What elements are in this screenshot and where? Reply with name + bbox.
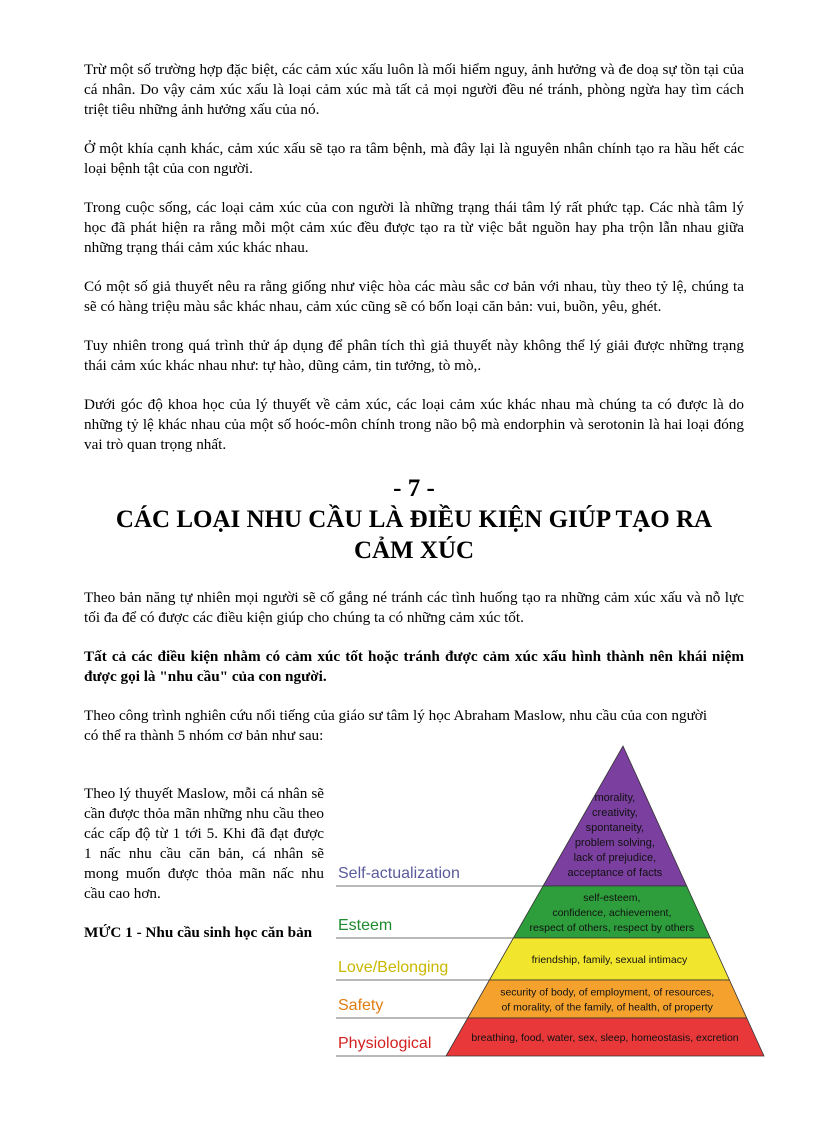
pyramid-svg [336, 744, 768, 1060]
tier-text-self-actualization: problem solving, [574, 837, 655, 849]
tier-text-self-actualization: creativity, [592, 807, 638, 819]
tier-text-esteem: confidence, achievement, [552, 907, 672, 919]
level-name-love-belonging: Love/Belonging [338, 959, 449, 976]
paragraph-5: Tuy nhiên trong quá trình thử áp dụng để phân tích thì giả thuyết này không thể lý giải được những trạng thái cảm xúc khác nhau như: tự hào, dũng cảm, tin tưởng, tò mò,. [84, 337, 744, 374]
tier-text-self-actualization: morality, [594, 792, 636, 804]
document-page [84, 60, 744, 1066]
chapter-title: CÁC LOẠI NHU CẦU LÀ ĐIỀU KIỆN GIÚP TẠO RA CẢM XÚC [115, 506, 713, 564]
level-name-esteem: Esteem [338, 917, 393, 934]
lower-section [84, 726, 744, 1066]
paragraph-1: Trừ một số trường hợp đặc biệt, các cảm xúc xấu luôn là mối hiểm nguy, ảnh hưởng và đe doạ sự tồn tại của cá nhân. Do vậy cảm xúc xấu là loại cảm xúc mà tất cả mọi người đều né tránh, phòng ngừa hay tìm cách triệt tiêu những ảnh hưởng xấu của nó. [84, 61, 744, 118]
paragraph-3: Trong cuộc sống, các loại cảm xúc của con người là những trạng thái tâm lý rất phức tạp. Các nhà tâm lý học đã phát hiện ra rằng mỗi một cảm xúc đều được tạo ra từ việc bắt nguồn hay pha trộn lẫn nhau giữa những trạng thái cảm xúc khác nhau. [84, 199, 744, 256]
tier-text-safety: security of body, of employment, of resources, [500, 986, 715, 999]
chapter-number: - 7 - [393, 475, 435, 502]
tier-text-love-belonging: friendship, family, sexual intimacy [531, 954, 688, 966]
tier-text-esteem: self-esteem, [583, 892, 641, 904]
tier-text-self-actualization: acceptance of facts [567, 867, 663, 879]
level-name-self-actualization: Self-actualization [338, 865, 460, 882]
level-1-heading: MỨC 1 - Nhu cầu sinh học căn bản [84, 924, 313, 941]
paragraph-2: Ở một khía cạnh khác, cảm xúc xấu sẽ tạo ra tâm bệnh, mà đây lại là nguyên nhân chính tạo ra hầu hết các loại bệnh tật của con người. [84, 140, 744, 177]
maslow-pyramid [336, 744, 768, 1060]
needs-definition: Tất cả các điều kiện nhằm có cảm xúc tốt hoặc tránh được cảm xúc xấu hình thành nên khái niệm được gọi là "nhu cầu" của con người. [84, 648, 744, 685]
maslow-theory: Theo lý thuyết Maslow, mỗi cá nhân sẽ cần được thỏa mãn những nhu cầu theo các cấp độ từ 1 tới 5. Khi đã đạt được 1 nấc nhu cầu căn bản, cá nhân sẽ mong muốn được thỏa mãn nấc nhu cầu cao hơn. [84, 785, 324, 902]
maslow-line: Theo công trình nghiên cứu nổi tiếng của giáo sư tâm lý học Abraham Maslow, nhu cầu của con người [84, 707, 708, 724]
tier-text-safety: of morality, of the family, of health, of property [501, 1001, 713, 1014]
paragraph-6: Dưới góc độ khoa học của lý thuyết về cảm xúc, các loại cảm xúc khác nhau mà chúng ta có được là do những tỷ lệ khác nhau của một số hoóc-môn chính trong não bộ mà endorphin và serotonin là hai loại đóng vai trò quan trọng nhất. [84, 396, 744, 453]
intro-paragraph: Theo bản năng tự nhiên mọi người sẽ cố gắng né tránh các tình huống tạo ra những cảm xúc xấu và nỗ lực tối đa để có được các điều kiện giúp cho chúng ta có những cảm xúc tốt. [84, 589, 744, 626]
tier-text-esteem: respect of others, respect by others [529, 922, 695, 934]
tier-text-physiological: breathing, food, water, sex, sleep, homeostasis, excretion [471, 1032, 739, 1044]
level-name-safety: Safety [338, 997, 384, 1014]
side-column [84, 726, 324, 943]
tier-text-self-actualization: spontaneity, [585, 822, 645, 834]
maslow-continuation: có thể ra thành 5 nhóm cơ bản như sau: [84, 727, 324, 744]
paragraph-4: Có một số giả thuyết nêu ra rằng giống như việc hòa các màu sắc cơ bản với nhau, tùy theo tỷ lệ, chúng ta sẽ có hàng triệu màu sắc khác nhau, cảm xúc cũng sẽ có bốn loại căn bản: vui, buồn, yêu, ghét. [84, 278, 744, 315]
tier-text-self-actualization: lack of prejudice, [573, 852, 657, 864]
level-name-physiological: Physiological [338, 1035, 432, 1052]
